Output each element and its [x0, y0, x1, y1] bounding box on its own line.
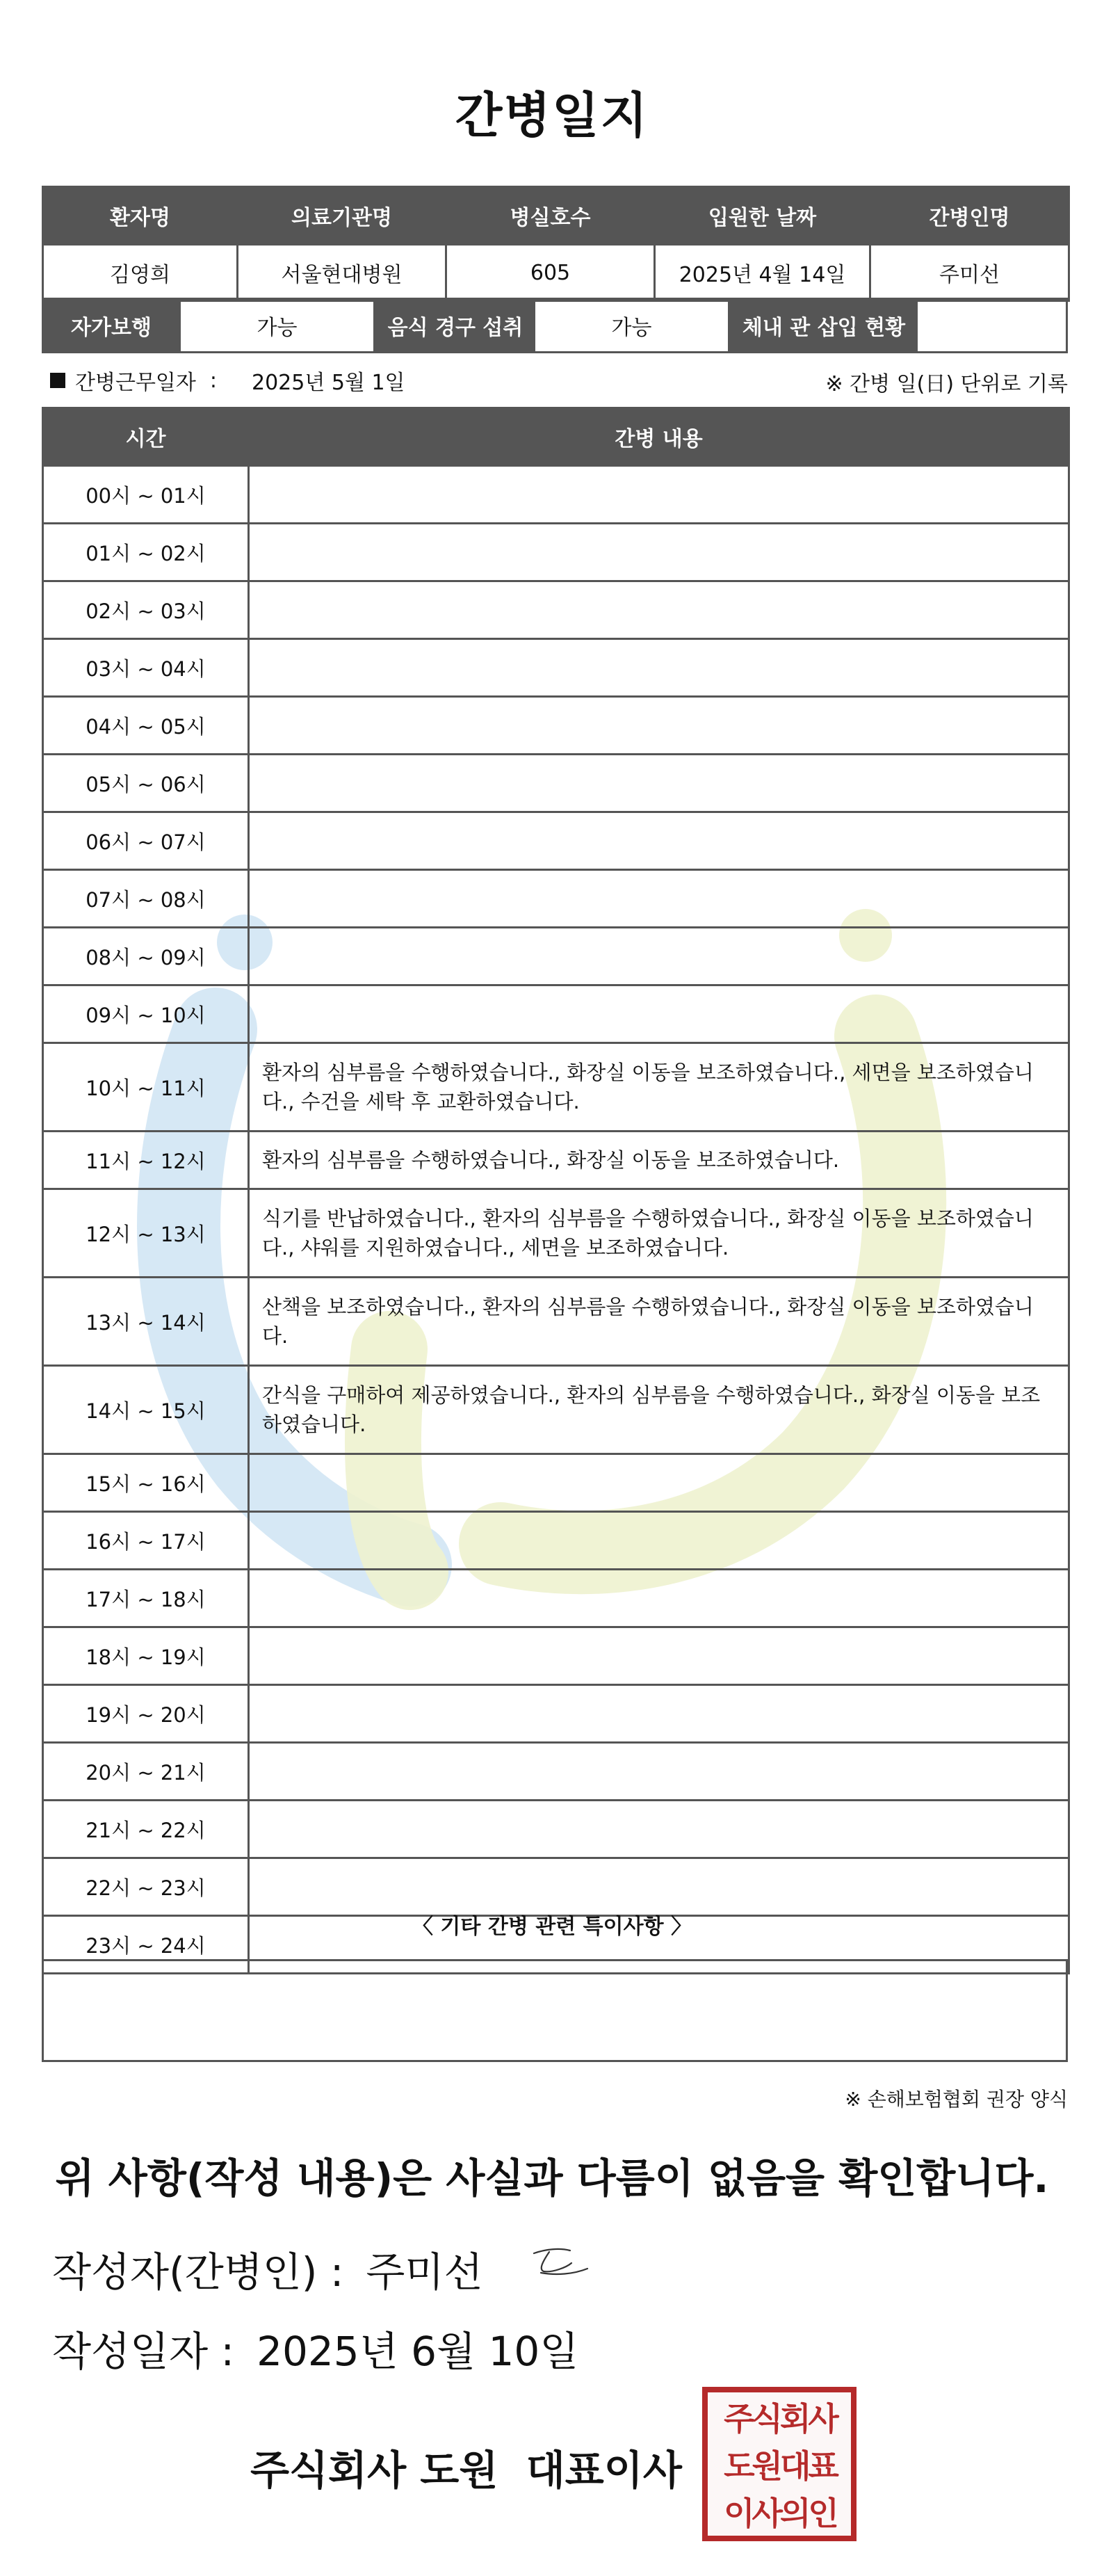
time-slot: 22시 ~ 23시	[43, 1858, 249, 1916]
time-slot: 16시 ~ 17시	[43, 1512, 249, 1570]
care-content: 식기를 반납하였습니다., 환자의 심부름을 수행하였습니다., 화장실 이동을 보조하였습니다., 샤워를 지원하였습니다., 세면을 보조하였습니다.	[249, 1189, 1069, 1278]
care-log-row	[43, 1570, 1069, 1627]
time-slot: 07시 ~ 08시	[43, 870, 249, 928]
time-slot: 00시 ~ 01시	[43, 466, 249, 524]
care-log-row	[43, 1132, 1069, 1189]
written-date-label: 작성일자 :	[52, 2328, 235, 2375]
header-admission-date: 입원한 날짜	[655, 187, 870, 245]
care-log-row	[43, 466, 1069, 524]
care-log-table	[42, 407, 1070, 1974]
admission-date: 2025년 4월 14일	[655, 245, 870, 301]
hospital-name: 서울현대병원	[238, 245, 446, 301]
care-log-row	[43, 1454, 1069, 1512]
care-log-row	[43, 581, 1069, 639]
header-care-content: 간병 내용	[249, 408, 1069, 466]
care-log-row	[43, 524, 1069, 581]
care-log-row	[43, 1043, 1069, 1132]
care-content	[249, 1685, 1069, 1743]
care-content	[249, 697, 1069, 755]
writer-line	[52, 2239, 483, 2298]
care-content	[249, 1512, 1069, 1570]
care-log-row	[43, 1366, 1069, 1454]
care-content	[249, 812, 1069, 870]
oral-intake-label: 음식 경구 섭취	[375, 298, 535, 353]
care-log-row	[43, 1858, 1069, 1916]
written-date-value: 2025년 6월 10일	[257, 2328, 579, 2375]
tube-insertion-label: 체내 관 삽입 현황	[730, 298, 918, 353]
daily-record-note: ※ 간병 일(日) 단위로 기록	[825, 372, 1068, 396]
time-slot: 01시 ~ 02시	[43, 524, 249, 581]
time-slot: 02시 ~ 03시	[43, 581, 249, 639]
time-slot: 10시 ~ 11시	[43, 1043, 249, 1132]
care-content	[249, 928, 1069, 985]
care-content: 간식을 구매하여 제공하였습니다., 환자의 심부름을 수행하였습니다., 화장실 이동을 보조하였습니다.	[249, 1366, 1069, 1454]
care-content	[249, 639, 1069, 697]
care-content	[249, 985, 1069, 1043]
care-content	[249, 1454, 1069, 1512]
care-log-row	[43, 639, 1069, 697]
time-slot: 09시 ~ 10시	[43, 985, 249, 1043]
writer-label: 작성자(간병인) :	[52, 2248, 344, 2296]
care-log-row	[43, 755, 1069, 812]
care-content	[249, 524, 1069, 581]
handwritten-signature	[528, 2245, 591, 2280]
header-patient-name: 환자명	[43, 187, 238, 245]
care-log-row	[43, 697, 1069, 755]
time-slot: 17시 ~ 18시	[43, 1570, 249, 1627]
care-content	[249, 1743, 1069, 1801]
patient-info-table	[42, 186, 1070, 302]
written-date-line	[52, 2319, 578, 2377]
time-slot: 20시 ~ 21시	[43, 1743, 249, 1801]
patient-status-row	[42, 298, 1068, 353]
header-room-number: 병실호수	[446, 187, 655, 245]
duty-date-colon: :	[209, 368, 217, 393]
care-content	[249, 581, 1069, 639]
care-content: 환자의 심부름을 수행하였습니다., 화장실 이동을 보조하였습니다., 세면을 보조하였습니다., 수건을 세탁 후 교환하였습니다.	[249, 1043, 1069, 1132]
tube-insertion-value	[918, 298, 1068, 353]
care-log-row	[43, 1685, 1069, 1743]
time-slot: 13시 ~ 14시	[43, 1278, 249, 1366]
insurance-association-note: ※ 손해보험협회 권장 양식	[845, 2088, 1068, 2111]
time-slot: 03시 ~ 04시	[43, 639, 249, 697]
room-number: 605	[446, 245, 655, 301]
time-slot: 06시 ~ 07시	[43, 812, 249, 870]
oral-intake-value: 가능	[535, 298, 730, 353]
care-content: 산책을 보조하였습니다., 환자의 심부름을 수행하였습니다., 화장실 이동을 보조하였습니다.	[249, 1278, 1069, 1366]
time-slot: 12시 ~ 13시	[43, 1189, 249, 1278]
duty-date-value: 2025년 5월 1일	[252, 371, 405, 395]
patient-name: 김영희	[43, 245, 238, 301]
care-log-row	[43, 1278, 1069, 1366]
walking-label: 자가보행	[42, 298, 181, 353]
time-slot: 14시 ~ 15시	[43, 1366, 249, 1454]
header-hospital-name: 의료기관명	[238, 187, 446, 245]
square-bullet-icon	[50, 373, 65, 388]
care-log-body	[43, 466, 1069, 1974]
document-title: 간병일지	[455, 87, 649, 144]
company-seal-stamp	[702, 2387, 857, 2541]
care-log-row	[43, 928, 1069, 985]
caregiver-name: 주미선	[870, 245, 1069, 301]
time-slot: 23시 ~ 24시	[43, 1916, 249, 1974]
care-log-row	[43, 1801, 1069, 1858]
time-slot: 08시 ~ 09시	[43, 928, 249, 985]
header-time: 시간	[43, 408, 249, 466]
care-log-row	[43, 1627, 1069, 1685]
care-content	[249, 466, 1069, 524]
time-slot: 05시 ~ 06시	[43, 755, 249, 812]
care-content	[249, 1627, 1069, 1685]
duty-date-label: 간병근무일자	[75, 371, 196, 395]
care-log-row	[43, 870, 1069, 928]
company-representative: 주식회사 도원 대표이사	[250, 2447, 682, 2494]
time-slot: 15시 ~ 16시	[43, 1454, 249, 1512]
care-content	[249, 1570, 1069, 1627]
seal-text: 주식회사도원대표이사의인	[724, 2400, 836, 2532]
time-slot: 18시 ~ 19시	[43, 1627, 249, 1685]
care-log-row	[43, 1189, 1069, 1278]
care-log-row	[43, 1512, 1069, 1570]
special-notes-title: 〈 기타 간병 관련 특이사항 〉	[412, 1915, 692, 1939]
care-content	[249, 870, 1069, 928]
care-log-row	[43, 985, 1069, 1043]
writer-name: 주미선	[366, 2248, 483, 2296]
header-caregiver-name: 간병인명	[870, 187, 1069, 245]
special-notes-box	[42, 1959, 1068, 2062]
care-content	[249, 1858, 1069, 1916]
time-slot: 21시 ~ 22시	[43, 1801, 249, 1858]
time-slot: 19시 ~ 20시	[43, 1685, 249, 1743]
confirmation-statement: 위 사항(작성 내용)은 사실과 다름이 없음을 확인합니다.	[55, 2155, 1049, 2202]
care-content: 환자의 심부름을 수행하였습니다., 화장실 이동을 보조하였습니다.	[249, 1132, 1069, 1189]
care-content	[249, 1801, 1069, 1858]
care-content	[249, 755, 1069, 812]
walking-value: 가능	[181, 298, 375, 353]
duty-date-line	[50, 365, 405, 396]
care-log-row	[43, 812, 1069, 870]
time-slot: 04시 ~ 05시	[43, 697, 249, 755]
care-log-row	[43, 1743, 1069, 1801]
time-slot: 11시 ~ 12시	[43, 1132, 249, 1189]
